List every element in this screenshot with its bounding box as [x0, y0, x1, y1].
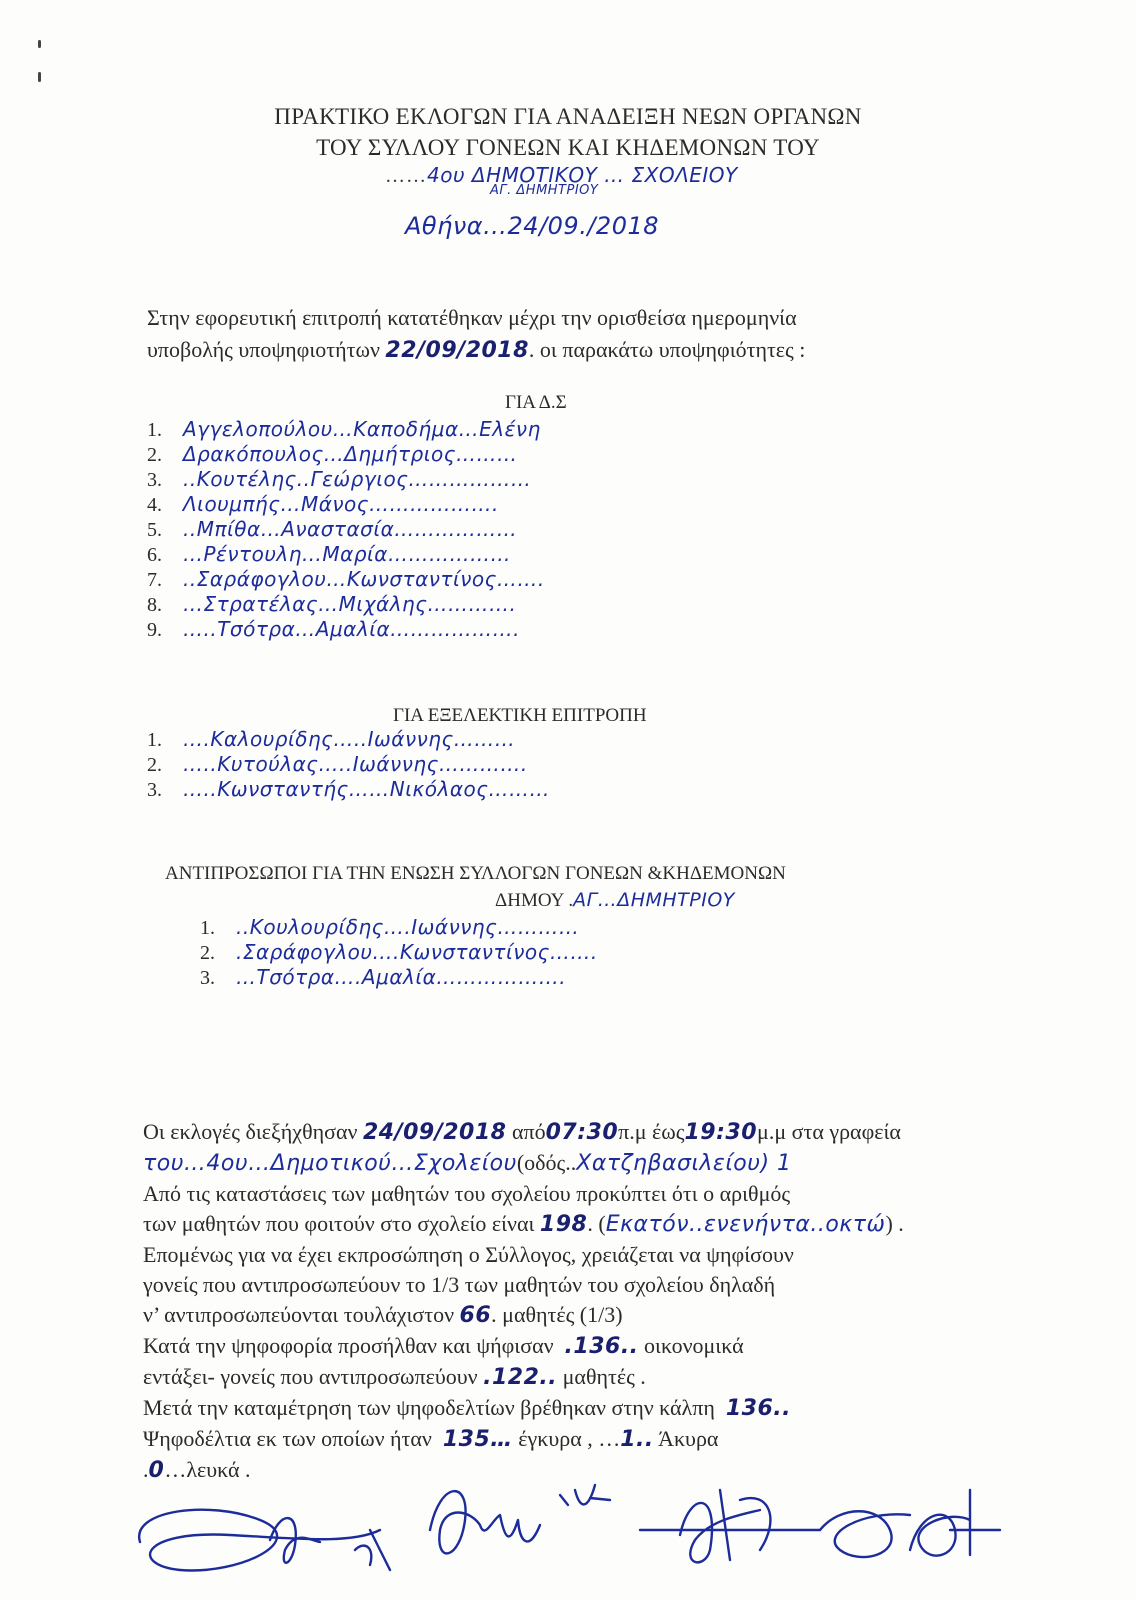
election-date-handwritten: 24/09/2018 [362, 1120, 507, 1145]
intro-line-1: Στην εφορευτική επιτροπή κατατέθηκαν μέχρι την ορισθείσα ημερομηνία [147, 305, 797, 330]
election-line: .0…λευκά . [143, 1457, 251, 1483]
candidate-name: Αγγελοπούλου…Καποδήμα…Ελένη [183, 417, 541, 441]
candidate-name: …..Κυτούλας…..Ιωάννης…………. [183, 752, 528, 776]
street-handwritten: Χατζηβασιλείου) 1 [576, 1151, 792, 1176]
invalid-count-handwritten: 1.. [620, 1427, 654, 1452]
candidate-name: …..Κωνσταντής……Νικόλαος……… [183, 777, 551, 801]
candidate-name: Λιουμπής…Μάνος………………. [183, 492, 499, 516]
election-line: Κατά την ψηφοφορία προσήλθαν και ψήφισαν .136.. οικονομικά [143, 1333, 744, 1359]
candidate-name: ..Κουτέλης..Γεώργιος……………… [183, 467, 532, 491]
candidate-name: ..Μπίθα…Αναστασία……………… [183, 517, 518, 541]
candidate-name: …..Τσότρα…Αμαλία………………. [183, 617, 520, 641]
list-item: 8. …Στρατέλας…Μιχάλης…………. [147, 592, 517, 616]
list-item: 3. …..Κωνσταντής……Νικόλαος……… [147, 777, 551, 801]
school-prefix-dots: …… [385, 165, 427, 187]
list-item: 1. Αγγελοπούλου…Καποδήμα…Ελένη [147, 417, 541, 441]
end-time-handwritten: 19:30 [684, 1120, 758, 1145]
candidate-name: .Σαράφογλου….Κωνσταντίνος……. [236, 940, 598, 964]
ballots-count-handwritten: 136.. [725, 1396, 791, 1421]
document-title-line-2: ΤΟΥ ΣΥΛΛΟΥ ΓΟΝΕΩΝ ΚΑΙ ΚΗΔΕΜΟΝΩΝ ΤΟΥ [316, 135, 820, 160]
submission-date-handwritten: 22/09/2018 [385, 338, 529, 363]
list-item: 4. Λιουμπής…Μάνος………………. [147, 492, 499, 516]
signatures-area [120, 1470, 1020, 1590]
venue-handwritten: του…4ου…Δημοτικού…Σχολείου [143, 1151, 517, 1176]
election-line: γονείς που αντιπροσωπεύουν το 1/3 των μαθητών του σχολείου δηλαδή [143, 1272, 776, 1297]
municipality-handwritten: ΑΓ…ΔΗΜΗΤΡΙΟΥ [573, 889, 735, 911]
election-line: Ψηφοδέλτια εκ των οποίων ήταν 135… έγκυρα , …1.. Άκυρα [143, 1426, 719, 1452]
election-line: ν’ αντιπροσωπεύονται τουλάχιστον 66. μαθητές (1/3) [143, 1302, 623, 1328]
election-line: εντάξει- γονείς που αντιπροσωπεύουν .122.. μαθητές . [143, 1364, 646, 1390]
candidate-name: …Ρέντουλη…Μαρία……………… [183, 542, 511, 566]
representatives-heading-line-1: ΑΝΤΙΠΡΟΣΩΠΟΙ ΓΙΑ ΤΗΝ ΕΝΩΣΗ ΣΥΛΛΟΓΩΝ ΓΟΝΕΩΝ &ΚΗΔΕΜΟΝΩΝ [165, 863, 786, 884]
candidate-name: ..Κουλουρίδης….Ιωάννης………… [236, 915, 580, 939]
scan-mark [38, 72, 41, 82]
list-item: 2. Δρακόπουλος…Δημήτριος……… [147, 442, 518, 466]
place-date-handwritten: Αθήνα…24/09./2018 [405, 212, 659, 240]
start-time-handwritten: 07:30 [545, 1120, 619, 1145]
candidate-name: …Στρατέλας…Μιχάλης…………. [183, 592, 517, 616]
list-item: 1. ..Κουλουρίδης….Ιωάννης………… [200, 915, 580, 939]
election-line: του…4ου…Δημοτικού…Σχολείου(οδός..Χατζηβασιλείου) 1 [143, 1150, 792, 1176]
audit-committee-heading: ΓΙΑ ΕΞΕΛΕΚΤΙΚΗ ΕΠΙΤΡΟΠΗ [393, 705, 647, 726]
represented-students-handwritten: .122.. [483, 1365, 558, 1390]
scan-mark [38, 40, 41, 48]
list-item: 9. …..Τσότρα…Αμαλία………………. [147, 617, 520, 641]
intro-paragraph [147, 302, 947, 367]
representatives-heading-line-2 [495, 889, 735, 912]
board-heading: ΓΙΑ Δ.Σ [505, 392, 567, 413]
intro-line-2-suffix: . οι παρακάτω υποψηφιότητες : [528, 337, 806, 362]
candidate-name: Δρακόπουλος…Δημήτριος……… [183, 442, 518, 466]
candidate-name: ….Καλουρίδης…..Ιωάννης……… [183, 727, 516, 751]
election-line: Οι εκλογές διεξήχθησαν 24/09/2018 από07:30π.μ έως19:30μ.μ στα γραφεία [143, 1119, 901, 1145]
blank-count-handwritten: 0 [148, 1458, 165, 1483]
list-item: 2. …..Κυτούλας…..Ιωάννης…………. [147, 752, 528, 776]
list-item: 5. ..Μπίθα…Αναστασία……………… [147, 517, 518, 541]
election-details [143, 1117, 933, 1486]
candidate-name: …Τσότρα….Αμαλία………………. [236, 965, 567, 989]
signature-2 [430, 1485, 610, 1553]
election-line: Από τις καταστάσεις των μαθητών του σχολείου προκύπτει ότι ο αριθμός [143, 1181, 791, 1206]
board-candidate-list [147, 417, 545, 642]
school-location-handwritten: ΑΓ. ΔΗΜΗΤΡΙΟΥ [490, 183, 599, 198]
list-item: 7. ..Σαράφογλου…Κωνσταντίνος……. [147, 567, 545, 591]
election-line: Μετά την καταμέτρηση των ψηφοδελτίων βρέθηκαν στην κάλπη 136.. [143, 1395, 791, 1421]
audit-candidate-list [147, 727, 550, 802]
signature-1 [139, 1510, 390, 1571]
document-title-line-1: ΠΡΑΚΤΙΚΟ ΕΚΛΟΓΩΝ ΓΙΑ ΑΝΑΔΕΙΞΗ ΝΕΩΝ ΟΡΓΑΝΩΝ [274, 104, 862, 129]
student-count-handwritten: 198 [539, 1212, 588, 1237]
signature-4 [820, 1490, 1000, 1557]
list-item: 3. …Τσότρα….Αμαλία………………. [200, 965, 567, 989]
list-item: 6. …Ρέντουλη…Μαρία……………… [147, 542, 511, 566]
election-line: των μαθητών που φοιτούν στο σχολείο είναι 198. (Εκατόν..ενενήντα..οκτώ) . [143, 1211, 904, 1237]
list-item: 3. ..Κουτέλης..Γεώργιος……………… [147, 467, 532, 491]
candidate-name: ..Σαράφογλου…Κωνσταντίνος……. [183, 567, 545, 591]
voters-count-handwritten: .136.. [564, 1334, 639, 1359]
signature-3 [640, 1490, 820, 1562]
intro-line-2-prefix: υποβολής υποψηφιοτήτων [147, 337, 380, 362]
quorum-count-handwritten: 66 [459, 1303, 492, 1328]
student-count-words-handwritten: Εκατόν..ενενήντα..οκτώ [605, 1212, 886, 1237]
municipality-prefix: ΔΗΜΟΥ . [495, 890, 574, 911]
school-name-handwritten: 4ου ΔΗΜΟΤΙΚΟΥ … ΣΧΟΛΕΙΟΥ [427, 163, 738, 187]
list-item: 1. ….Καλουρίδης…..Ιωάννης……… [147, 727, 516, 751]
list-item: 2. .Σαράφογλου….Κωνσταντίνος……. [200, 940, 598, 964]
intro-line-2 [147, 334, 947, 367]
election-line: Επομένως για να έχει εκπροσώπηση ο Σύλλογος, χρειάζεται να ψηφίσουν [143, 1242, 794, 1267]
valid-count-handwritten: 135… [442, 1427, 513, 1452]
representatives-list [200, 915, 598, 990]
